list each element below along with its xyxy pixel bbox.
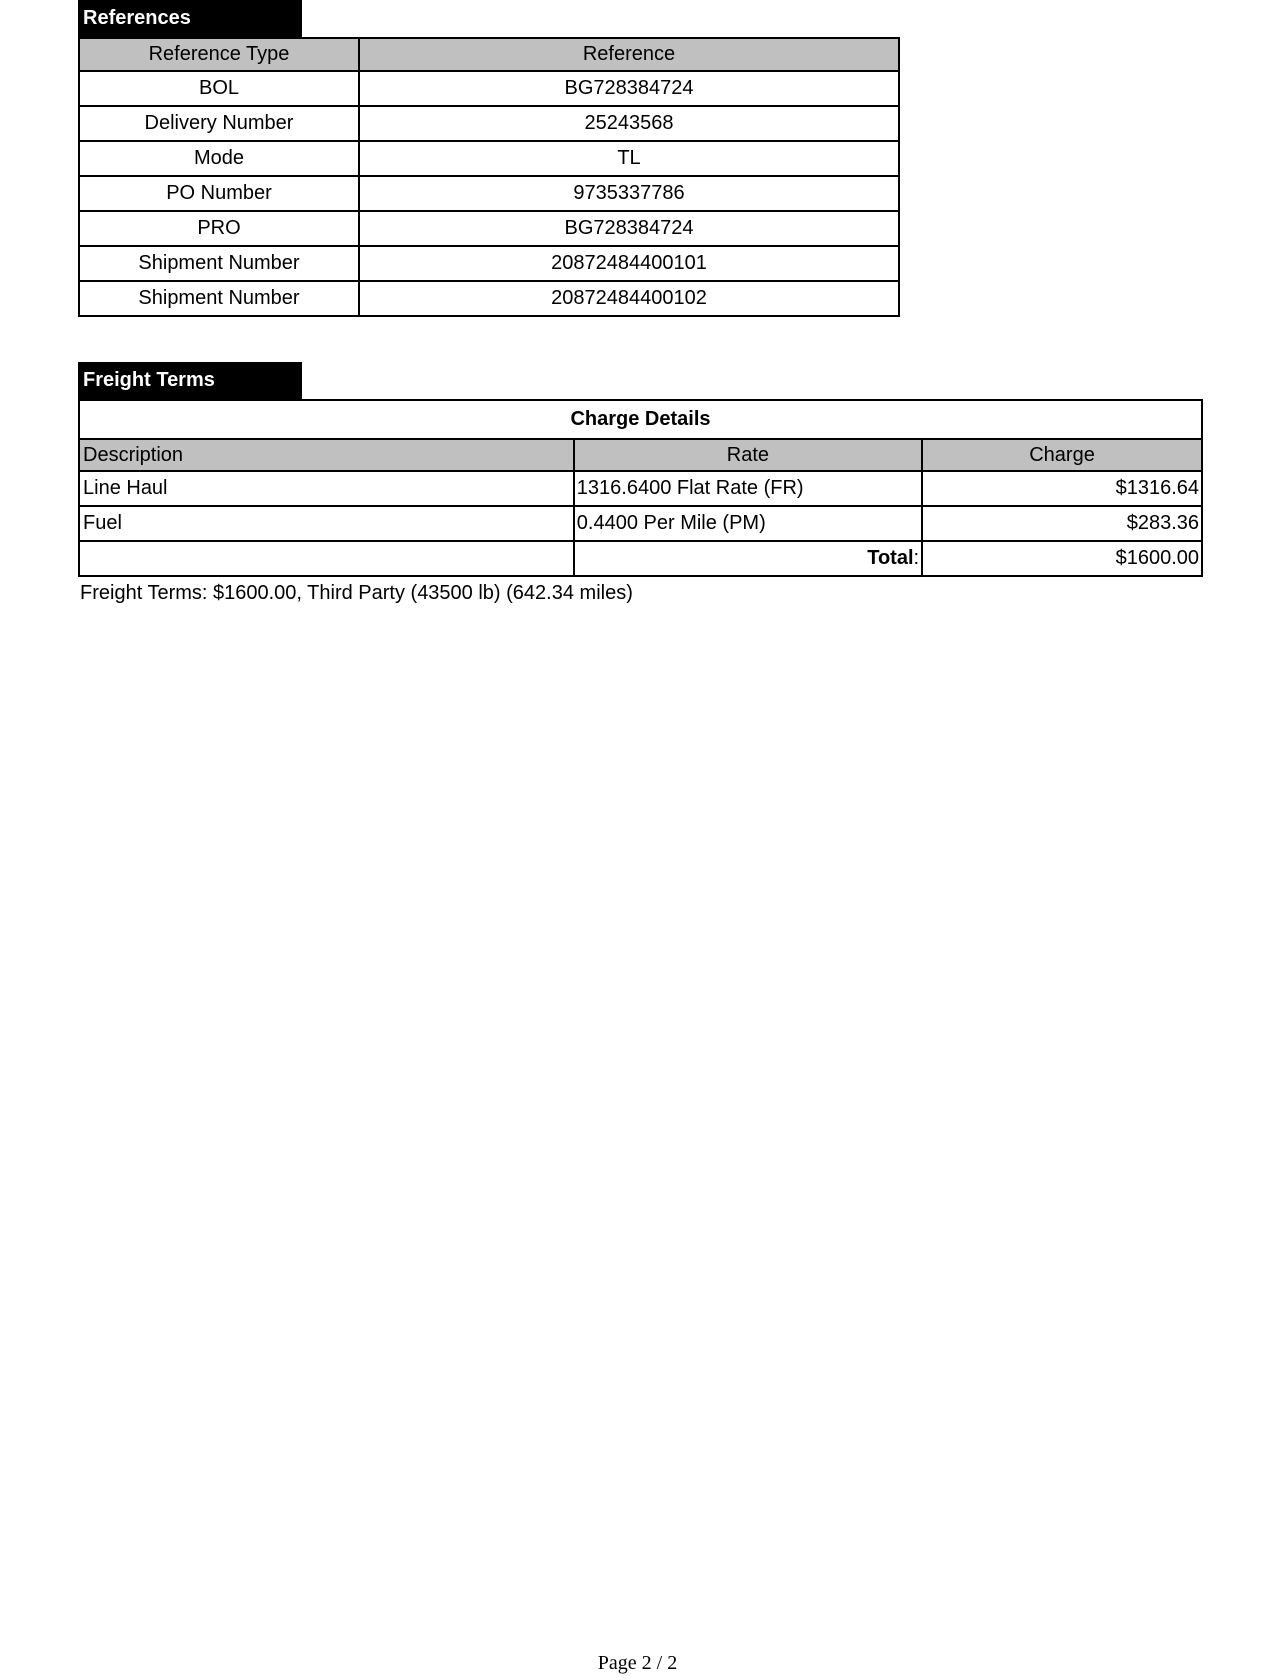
references-table [78, 37, 900, 317]
table-row [79, 211, 899, 246]
table-row [79, 281, 899, 316]
total-label-cell [574, 541, 922, 576]
column-header-reference-type: Reference Type [79, 38, 359, 71]
table-row [79, 471, 1202, 506]
table-row [79, 176, 899, 211]
column-header-description: Description [79, 439, 574, 471]
reference-type-cell: BOL [79, 71, 359, 106]
charge-amount-cell: $283.36 [922, 506, 1202, 541]
reference-type-cell: Shipment Number [79, 246, 359, 281]
reference-value-cell: BG728384724 [359, 71, 899, 106]
charge-amount-cell: $1316.64 [922, 471, 1202, 506]
charge-rate-cell: 1316.6400 Flat Rate (FR) [574, 471, 922, 506]
column-header-charge: Charge [922, 439, 1202, 471]
table-row [79, 506, 1202, 541]
column-header-reference: Reference [359, 38, 899, 71]
freight-terms-section-title: Freight Terms [78, 362, 302, 399]
reference-type-cell: PRO [79, 211, 359, 246]
charge-details-caption: Charge Details [79, 400, 1202, 439]
reference-value-cell: TL [359, 141, 899, 176]
reference-type-cell: PO Number [79, 176, 359, 211]
charge-description-cell: Line Haul [79, 471, 574, 506]
table-row [79, 246, 899, 281]
charge-rate-cell: 0.4400 Per Mile (PM) [574, 506, 922, 541]
total-colon: : [913, 547, 920, 569]
reference-type-cell: Mode [79, 141, 359, 176]
table-row [79, 71, 899, 106]
reference-type-cell: Delivery Number [79, 106, 359, 141]
reference-type-cell: Shipment Number [79, 281, 359, 316]
charge-details-caption-row [79, 400, 1202, 439]
total-label: Total [867, 547, 914, 569]
table-row [79, 141, 899, 176]
reference-value-cell: 25243568 [359, 106, 899, 141]
charge-description-cell: Fuel [79, 506, 574, 541]
reference-value-cell: 20872484400101 [359, 246, 899, 281]
reference-value-cell: 9735337786 [359, 176, 899, 211]
total-value-cell: $1600.00 [922, 541, 1202, 576]
charge-details-table [78, 399, 1203, 577]
table-row [79, 106, 899, 141]
references-section-title: References [78, 0, 302, 37]
page-number: Page 2 / 2 [597, 1652, 678, 1674]
table-header-row [79, 439, 1202, 471]
reference-value-cell: 20872484400102 [359, 281, 899, 316]
freight-terms-summary: Freight Terms: $1600.00, Third Party (43500 lb) (642.34 miles) [80, 582, 633, 604]
column-header-rate: Rate [574, 439, 922, 471]
empty-cell [79, 541, 574, 576]
total-row [79, 541, 1202, 576]
reference-value-cell: BG728384724 [359, 211, 899, 246]
table-header-row [79, 38, 899, 71]
